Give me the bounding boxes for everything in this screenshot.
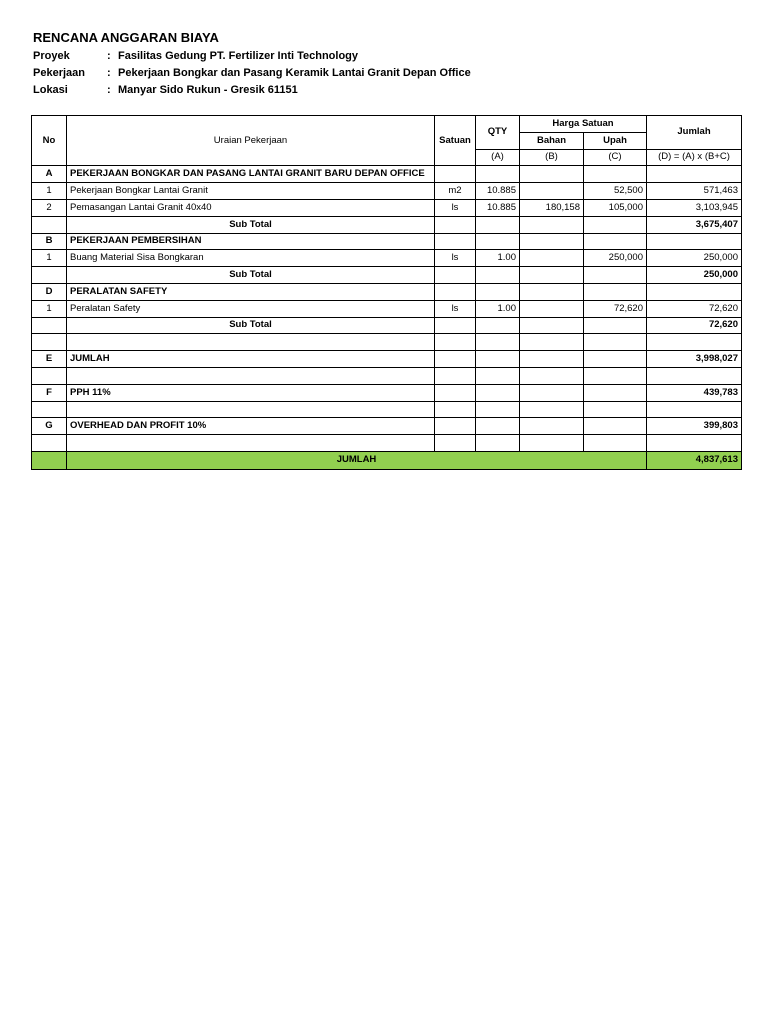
item-uraian: Peralatan Safety <box>67 300 435 317</box>
col-header-qty: QTY <box>476 116 520 150</box>
item-jumlah: 250,000 <box>647 250 742 267</box>
empty-cell <box>584 367 647 384</box>
item-jumlah: 3,103,945 <box>647 199 742 216</box>
empty-cell <box>67 334 435 351</box>
colon: : <box>107 84 111 96</box>
subtotal-value: 72,620 <box>647 317 742 334</box>
empty-cell <box>584 283 647 300</box>
item-jumlah: 571,463 <box>647 183 742 200</box>
info-label: Lokasi <box>33 84 68 96</box>
section-code: B <box>32 233 67 250</box>
subtotal-label: Sub Total <box>67 267 435 284</box>
info-label: Pekerjaan <box>33 67 85 79</box>
item-uraian: Buang Material Sisa Bongkaran <box>67 250 435 267</box>
subtotal-row <box>32 317 742 334</box>
empty-cell <box>435 233 476 250</box>
item-bahan: 180,158 <box>520 199 584 216</box>
empty-cell <box>476 401 520 418</box>
empty-cell <box>476 267 520 284</box>
item-no: 1 <box>32 250 67 267</box>
empty-cell <box>520 384 584 401</box>
empty-cell <box>435 317 476 334</box>
empty-cell <box>32 367 67 384</box>
summary-code: E <box>32 351 67 368</box>
empty-cell <box>435 384 476 401</box>
col-header-upah: Upah <box>584 132 647 149</box>
info-value: Fasilitas Gedung PT. Fertilizer Inti Technology <box>118 50 358 62</box>
empty-cell <box>647 334 742 351</box>
col-header-b: (B) <box>520 149 584 166</box>
empty-row <box>32 435 742 452</box>
subtotal-label: Sub Total <box>67 216 435 233</box>
item-satuan: m2 <box>435 183 476 200</box>
info-value: Pekerjaan Bongkar dan Pasang Keramik Lantai Granit Depan Office <box>118 67 471 79</box>
summary-row <box>32 418 742 435</box>
summary-label: PPH 11% <box>67 384 435 401</box>
table-row <box>32 199 742 216</box>
item-upah: 250,000 <box>584 250 647 267</box>
budget-table <box>31 115 742 470</box>
empty-cell <box>584 317 647 334</box>
subtotal-value: 250,000 <box>647 267 742 284</box>
subtotal-row <box>32 267 742 284</box>
empty-cell <box>584 351 647 368</box>
empty-cell <box>435 267 476 284</box>
empty-cell <box>584 384 647 401</box>
empty-cell <box>520 267 584 284</box>
info-label: Proyek <box>33 50 70 62</box>
empty-cell <box>476 233 520 250</box>
item-bahan <box>520 250 584 267</box>
empty-cell <box>584 166 647 183</box>
grand-total-row <box>32 451 742 469</box>
info-row-proyek <box>33 50 358 62</box>
section-title: PEKERJAAN BONGKAR DAN PASANG LANTAI GRANIT BARU DEPAN OFFICE <box>67 166 435 183</box>
item-uraian: Pekerjaan Bongkar Lantai Granit <box>67 183 435 200</box>
item-satuan: ls <box>435 199 476 216</box>
empty-cell <box>476 317 520 334</box>
empty-cell <box>584 216 647 233</box>
empty-cell <box>520 317 584 334</box>
empty-cell <box>435 418 476 435</box>
item-upah: 72,620 <box>584 300 647 317</box>
table-row <box>32 183 742 200</box>
summary-label: JUMLAH <box>67 351 435 368</box>
empty-cell <box>584 435 647 452</box>
empty-cell <box>520 435 584 452</box>
empty-cell <box>435 351 476 368</box>
empty-cell <box>67 367 435 384</box>
col-header-uraian: Uraian Pekerjaan <box>67 116 435 166</box>
item-upah: 52,500 <box>584 183 647 200</box>
empty-row <box>32 401 742 418</box>
info-value: Manyar Sido Rukun - Gresik 61151 <box>118 84 298 96</box>
empty-cell <box>32 451 67 469</box>
info-row-pekerjaan <box>33 67 471 79</box>
empty-cell <box>435 283 476 300</box>
empty-cell <box>520 216 584 233</box>
document-title: RENCANA ANGGARAN BIAYA <box>33 30 219 45</box>
colon: : <box>107 67 111 79</box>
empty-cell <box>476 384 520 401</box>
empty-cell <box>647 401 742 418</box>
empty-cell <box>67 435 435 452</box>
colon: : <box>107 50 111 62</box>
empty-cell <box>476 283 520 300</box>
subtotal-value: 3,675,407 <box>647 216 742 233</box>
empty-cell <box>647 435 742 452</box>
empty-cell <box>67 401 435 418</box>
summary-code: G <box>32 418 67 435</box>
item-qty: 10.885 <box>476 183 520 200</box>
summary-value: 3,998,027 <box>647 351 742 368</box>
grand-total-value: 4,837,613 <box>647 451 742 469</box>
item-upah: 105,000 <box>584 199 647 216</box>
section-code: A <box>32 166 67 183</box>
empty-cell <box>647 367 742 384</box>
summary-row <box>32 351 742 368</box>
subtotal-row <box>32 216 742 233</box>
empty-cell <box>435 334 476 351</box>
empty-cell <box>520 334 584 351</box>
col-header-d: (D) = (A) x (B+C) <box>647 149 742 166</box>
col-header-jumlah: Jumlah <box>647 116 742 150</box>
summary-label: OVERHEAD DAN PROFIT 10% <box>67 418 435 435</box>
empty-cell <box>435 216 476 233</box>
item-jumlah: 72,620 <box>647 300 742 317</box>
col-header-bahan: Bahan <box>520 132 584 149</box>
item-no: 2 <box>32 199 67 216</box>
empty-row <box>32 367 742 384</box>
section-header-row <box>32 233 742 250</box>
empty-cell <box>520 367 584 384</box>
col-header-harga-satuan: Harga Satuan <box>520 116 647 133</box>
section-title: PEKERJAAN PEMBERSIHAN <box>67 233 435 250</box>
empty-cell <box>520 418 584 435</box>
col-header-no: No <box>32 116 67 166</box>
empty-cell <box>435 166 476 183</box>
table-row <box>32 250 742 267</box>
section-header-row <box>32 283 742 300</box>
summary-value: 439,783 <box>647 384 742 401</box>
section-code: D <box>32 283 67 300</box>
empty-cell <box>584 418 647 435</box>
empty-cell <box>32 401 67 418</box>
section-header-row <box>32 166 742 183</box>
item-bahan <box>520 183 584 200</box>
summary-value: 399,803 <box>647 418 742 435</box>
col-header-c: (C) <box>584 149 647 166</box>
empty-cell <box>647 283 742 300</box>
empty-cell <box>476 367 520 384</box>
item-qty: 1.00 <box>476 300 520 317</box>
empty-cell <box>435 435 476 452</box>
section-title: PERALATAN SAFETY <box>67 283 435 300</box>
subtotal-label: Sub Total <box>67 317 435 334</box>
empty-cell <box>476 216 520 233</box>
item-no: 1 <box>32 300 67 317</box>
summary-code: F <box>32 384 67 401</box>
empty-cell <box>32 267 67 284</box>
empty-cell <box>32 334 67 351</box>
empty-cell <box>520 233 584 250</box>
empty-row <box>32 334 742 351</box>
empty-cell <box>520 166 584 183</box>
empty-cell <box>32 216 67 233</box>
empty-cell <box>647 166 742 183</box>
empty-cell <box>476 334 520 351</box>
empty-cell <box>584 233 647 250</box>
col-header-a: (A) <box>476 149 520 166</box>
empty-cell <box>435 367 476 384</box>
empty-cell <box>584 401 647 418</box>
item-qty: 10.885 <box>476 199 520 216</box>
empty-cell <box>435 401 476 418</box>
empty-cell <box>32 435 67 452</box>
col-header-satuan: Satuan <box>435 116 476 166</box>
summary-row <box>32 384 742 401</box>
empty-cell <box>584 267 647 284</box>
empty-cell <box>476 435 520 452</box>
empty-cell <box>476 166 520 183</box>
empty-cell <box>520 401 584 418</box>
item-satuan: ls <box>435 250 476 267</box>
grand-total-label: JUMLAH <box>67 451 647 469</box>
empty-cell <box>584 334 647 351</box>
item-satuan: ls <box>435 300 476 317</box>
item-qty: 1.00 <box>476 250 520 267</box>
empty-cell <box>476 418 520 435</box>
item-uraian: Pemasangan Lantai Granit 40x40 <box>67 199 435 216</box>
empty-cell <box>520 283 584 300</box>
info-row-lokasi <box>33 84 298 96</box>
table-row <box>32 300 742 317</box>
empty-cell <box>647 233 742 250</box>
item-no: 1 <box>32 183 67 200</box>
item-bahan <box>520 300 584 317</box>
header-row-1 <box>32 116 742 133</box>
empty-cell <box>520 351 584 368</box>
empty-cell <box>476 351 520 368</box>
empty-cell <box>32 317 67 334</box>
